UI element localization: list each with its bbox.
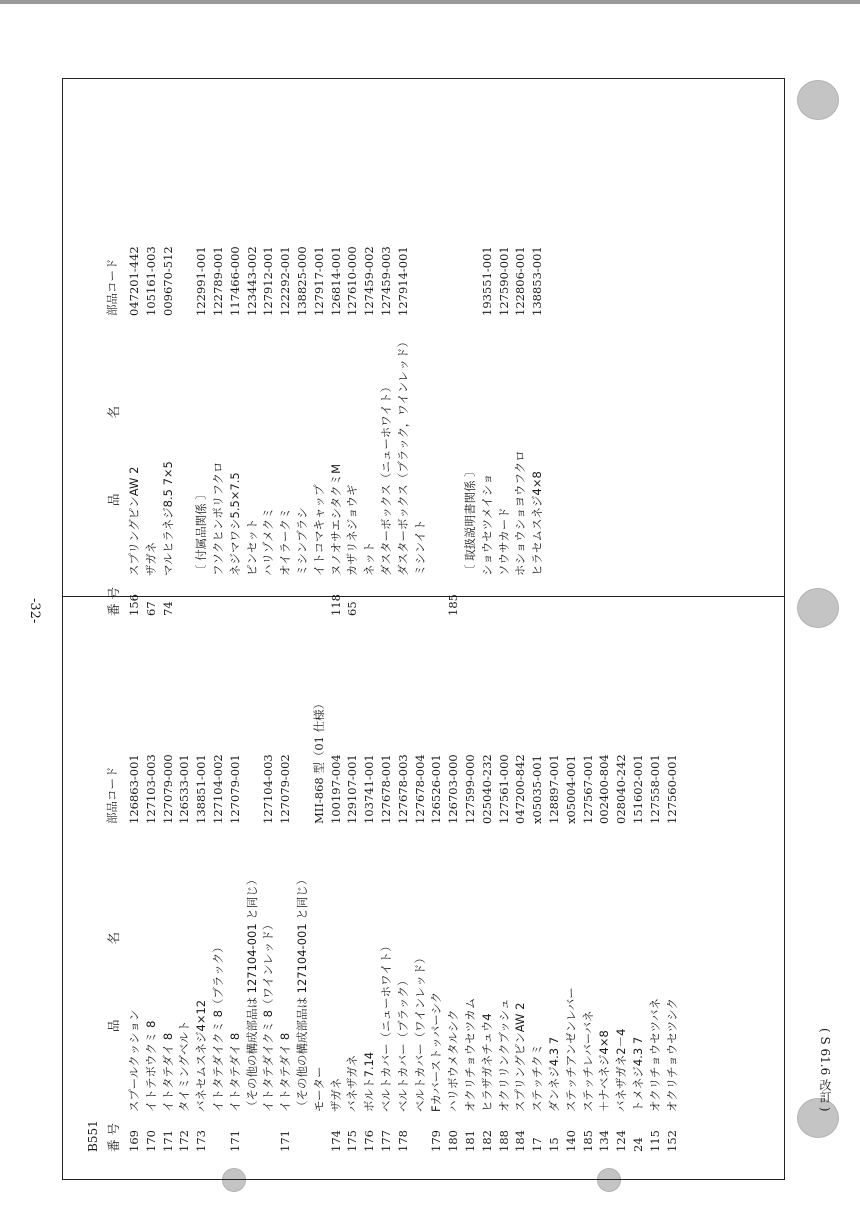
table-row [210, 632, 227, 1152]
table-row [244, 96, 261, 616]
part-number: 182 [479, 1130, 494, 1152]
table-row [412, 632, 429, 1152]
part-number: 171 [160, 1130, 175, 1152]
part-code: 127561-000 [496, 754, 511, 824]
part-name: ソウサカード [496, 507, 511, 576]
part-code: 100197-004 [328, 754, 343, 824]
part-name: ホショウショヨウフクロ [513, 450, 528, 576]
table-row [311, 632, 328, 1152]
part-name: ザガネ [328, 1077, 343, 1112]
table-row [596, 632, 613, 1152]
parts-list-rotated [86, 92, 786, 1152]
part-name: フソクヒンポリフクロ [210, 461, 225, 576]
part-name: イトタテダイ 8 [160, 1032, 175, 1112]
part-name: バネザガネ2－4 [614, 1028, 629, 1112]
table-row [462, 632, 479, 1152]
part-name: イトテボウクミ 8 [143, 1020, 158, 1112]
part-number: 176 [362, 1130, 377, 1152]
table-row [378, 632, 395, 1152]
table-row [428, 632, 445, 1152]
part-name: ハリゾメクミ [261, 507, 276, 576]
part-name: オクリチョウセツバネ [647, 998, 662, 1112]
part-code: 047200-842 [513, 754, 528, 824]
table-row [328, 632, 345, 1152]
header-row [104, 96, 126, 616]
table-row [496, 632, 513, 1152]
part-name: （その他の構成部品は 127104-001 と同じ） [244, 873, 259, 1112]
part-name: ベルトカバー（ワインレッド） [412, 952, 427, 1112]
part-number: 172 [177, 1130, 192, 1152]
table-row [529, 632, 546, 1152]
part-code: 025040-232 [479, 754, 494, 824]
table-row [126, 96, 143, 616]
part-code: 138825-000 [294, 246, 309, 316]
part-number: 174 [328, 1130, 343, 1152]
part-code: 103741-001 [362, 754, 377, 824]
part-number: 152 [664, 1130, 679, 1152]
table-row [277, 632, 294, 1152]
part-name: スプリングピンAW 2 [127, 466, 141, 576]
revision-note: ( S 61.6 改訂 ) [818, 1028, 832, 1112]
part-name: イトタテダイクミ 8（ワインレッド） [261, 918, 276, 1112]
table-row [563, 632, 580, 1152]
table-row [277, 96, 294, 616]
table-row [613, 632, 630, 1152]
part-name: （その他の構成部品は 127104-001 と同じ） [294, 873, 309, 1112]
table-row [512, 632, 529, 1152]
table-row [412, 96, 429, 616]
top-edge-line [0, 0, 860, 4]
table-row [395, 96, 412, 616]
page-code: B551 [86, 1120, 100, 1152]
part-number: 24 [630, 1137, 645, 1152]
part-code: 127558-001 [647, 754, 662, 824]
table-row [193, 96, 210, 616]
part-name: ハリボウメタルシク [446, 1009, 461, 1112]
part-code: 002400-804 [597, 754, 612, 824]
part-name: Fカバーストッパーシク [429, 991, 444, 1112]
binder-hole-top [797, 80, 839, 120]
part-code: 122789-001 [210, 246, 225, 316]
part-name: ネジマワシ5.5×7.5 [227, 472, 242, 576]
part-code: 127610-000 [345, 246, 360, 316]
table-row [664, 632, 681, 1152]
part-code: 127678-003 [395, 754, 410, 824]
table-row [546, 632, 563, 1152]
part-number: 15 [546, 1137, 561, 1152]
part-code: 127079-002 [278, 754, 293, 824]
part-name: 〔 取扱説明書関係 〕 [462, 465, 477, 576]
header-row [104, 632, 126, 1152]
part-name: ザガネ [143, 541, 158, 576]
part-code: x05004-001 [563, 755, 578, 824]
part-name: ダスターボックス（ニューホワイト） [378, 380, 393, 576]
table-row [445, 632, 462, 1152]
part-name: バネザガネ [345, 1054, 360, 1112]
part-name: バネセムスネジ4×12 [194, 999, 209, 1112]
part-code: 127590-001 [496, 246, 511, 316]
part-number: 177 [378, 1130, 393, 1152]
part-name: トメネジ4.3 7 [630, 1036, 645, 1112]
part-name: オクリリンクブッシュ [496, 998, 511, 1112]
part-code: 126703-000 [446, 754, 461, 824]
part-number: 180 [446, 1130, 461, 1152]
parts-table-right [104, 96, 546, 616]
part-code: 128897-001 [546, 754, 561, 824]
part-code: 127104-002 [210, 754, 225, 824]
part-number: 74 [160, 601, 175, 616]
part-name: 〔 付属品関係 〕 [194, 488, 209, 576]
part-code: 127678-004 [412, 754, 427, 824]
part-name: ミシンイト [412, 519, 427, 576]
part-number: 185 [446, 594, 461, 616]
part-number: 171 [227, 1130, 242, 1152]
part-number: 169 [127, 1130, 141, 1152]
header-name: 品 名 [106, 405, 121, 506]
part-code: 126814-001 [328, 246, 343, 316]
part-name: タイミングベルト [177, 1020, 192, 1112]
part-code: 138851-001 [194, 754, 209, 824]
table-row [344, 632, 361, 1152]
part-name: オクリチョウセツカム [462, 997, 477, 1112]
part-name: ダンネジ4.3 7 [546, 1036, 561, 1112]
part-code: 127459-002 [362, 246, 377, 316]
table-row [210, 96, 227, 616]
part-name: ネット [362, 541, 377, 576]
part-code: 047201-442 [127, 246, 141, 316]
table-row [260, 96, 277, 616]
table-row [260, 632, 277, 1152]
part-code: 126863-001 [127, 754, 141, 824]
part-number: 181 [462, 1130, 477, 1152]
table-row [143, 96, 160, 616]
parts-table-left [104, 632, 680, 1152]
part-number: 171 [278, 1130, 293, 1152]
part-name: スプールクッション [127, 1009, 141, 1112]
part-number: 140 [563, 1130, 578, 1152]
part-name: ピンセット [244, 518, 259, 576]
table-row [479, 96, 496, 616]
part-name: ステッチレバーバネ [580, 1010, 595, 1112]
table-row [176, 96, 193, 616]
table-row [160, 632, 177, 1152]
part-name: オイラークミ [278, 507, 293, 576]
part-name: ダスターボックス（ブラック，ワインレッド） [395, 336, 410, 576]
table-row [176, 632, 193, 1152]
part-code: 127678-001 [378, 754, 393, 824]
part-name: カザリネジョウギ [345, 484, 360, 576]
part-code: 122991-001 [194, 246, 209, 316]
table-row [428, 96, 445, 616]
part-code: 127599-000 [462, 754, 477, 824]
part-code: 127914-001 [395, 246, 410, 316]
part-code: 122806-001 [513, 246, 528, 316]
part-name: ミシンブラシ [294, 507, 309, 576]
part-code: 127912-001 [261, 246, 276, 316]
table-row [361, 96, 378, 616]
part-code: 127917-001 [311, 246, 326, 316]
part-name: イトタテダイ 8 [227, 1032, 242, 1112]
part-code: 127104-003 [261, 754, 276, 824]
table-row [294, 96, 311, 616]
part-name: ベルトカバー（ニューホワイト） [378, 940, 393, 1112]
header-no: 番 号 [106, 1123, 121, 1152]
table-row [244, 632, 261, 1152]
part-code: 122292-001 [278, 246, 293, 316]
table-row [227, 96, 244, 616]
part-number: 173 [194, 1130, 209, 1152]
part-code: 129107-001 [345, 754, 360, 824]
part-name: ボルト7.14 [362, 1051, 377, 1112]
part-code: 126526-001 [429, 754, 444, 824]
part-code: 127567-001 [580, 754, 595, 824]
table-row [311, 96, 328, 616]
part-name: イトタテダイ 8 [278, 1032, 293, 1112]
table-row [580, 632, 597, 1152]
part-name: イトコマキャップ [311, 484, 326, 576]
table-row [529, 96, 546, 616]
table-row [445, 96, 462, 616]
part-name: ステッチクミ [530, 1043, 545, 1112]
part-code: 193551-001 [479, 246, 494, 316]
binder-hole-middle [797, 588, 839, 628]
part-name: ヒラセムスネジ4×8 [530, 471, 545, 576]
part-number: 118 [328, 594, 343, 616]
part-code: 126533-001 [177, 754, 192, 824]
table-row [479, 632, 496, 1152]
part-code: 127103-003 [143, 754, 158, 824]
header-code: 部品コード [105, 766, 119, 824]
part-name: ベルトカバー（ブラック） [395, 974, 410, 1112]
part-code: 138853-001 [530, 246, 545, 316]
part-code: 028040-242 [614, 754, 629, 824]
table-row [378, 96, 395, 616]
part-code: 127079-000 [160, 754, 175, 824]
table-row [630, 632, 647, 1152]
part-name: ヌノオサエシタクミM [328, 463, 343, 576]
part-name: ＋ナベネジ4×8 [597, 1030, 612, 1112]
header-no: 番 号 [106, 587, 121, 616]
part-number: 67 [143, 601, 158, 616]
part-name: ステッチアンゼンレバー [563, 987, 578, 1112]
part-code: 151602-001 [630, 754, 645, 824]
table-row [462, 96, 479, 616]
part-name: スプリングピンAW 2 [513, 1002, 528, 1112]
table-row [395, 632, 412, 1152]
table-row [294, 632, 311, 1152]
part-code: 127560-001 [664, 754, 679, 824]
part-number: 115 [647, 1130, 662, 1152]
table-row [496, 96, 513, 616]
part-code: MII-868 型（01 仕様） [311, 697, 326, 824]
table-row [512, 96, 529, 616]
part-number: 170 [143, 1130, 158, 1152]
part-code: 127079-001 [227, 754, 242, 824]
part-name: ショウセツメイショ [479, 473, 494, 576]
part-number: 179 [429, 1130, 444, 1152]
part-number: 188 [496, 1130, 511, 1152]
part-number: 124 [614, 1130, 629, 1152]
part-name: モーター [311, 1066, 326, 1112]
table-row [328, 96, 345, 616]
part-name: マルヒラネジ8.5 7×5 [160, 461, 175, 576]
table-row [143, 632, 160, 1152]
part-code: x05035-001 [530, 755, 545, 824]
part-number: 65 [345, 601, 360, 616]
part-code: 009670-512 [160, 246, 175, 316]
part-number: 156 [127, 594, 141, 616]
part-number: 17 [530, 1137, 545, 1152]
part-name: ヒラザガネチュウ4 [479, 1013, 494, 1112]
part-number: 134 [597, 1130, 612, 1152]
part-name: オクリチョウセツシク [664, 998, 679, 1112]
table-row [126, 632, 143, 1152]
header-code: 部品コード [105, 258, 119, 316]
table-row [344, 96, 361, 616]
part-code: 105161-003 [143, 246, 158, 316]
table-row [227, 632, 244, 1152]
part-number: 184 [513, 1130, 528, 1152]
part-number: 175 [345, 1130, 360, 1152]
part-code: 127459-003 [378, 246, 393, 316]
table-row [193, 632, 210, 1152]
table-row [361, 632, 378, 1152]
part-number: 185 [580, 1130, 595, 1152]
part-code: 123443-002 [244, 246, 259, 316]
part-code: 117466-000 [227, 246, 242, 316]
part-name: イトタテダイクミ 8（ブラック） [210, 941, 225, 1112]
table-row [160, 96, 177, 616]
page-number: -32- [27, 598, 42, 624]
part-number: 178 [395, 1130, 410, 1152]
header-name: 品 名 [106, 931, 121, 1032]
table-row [647, 632, 664, 1152]
